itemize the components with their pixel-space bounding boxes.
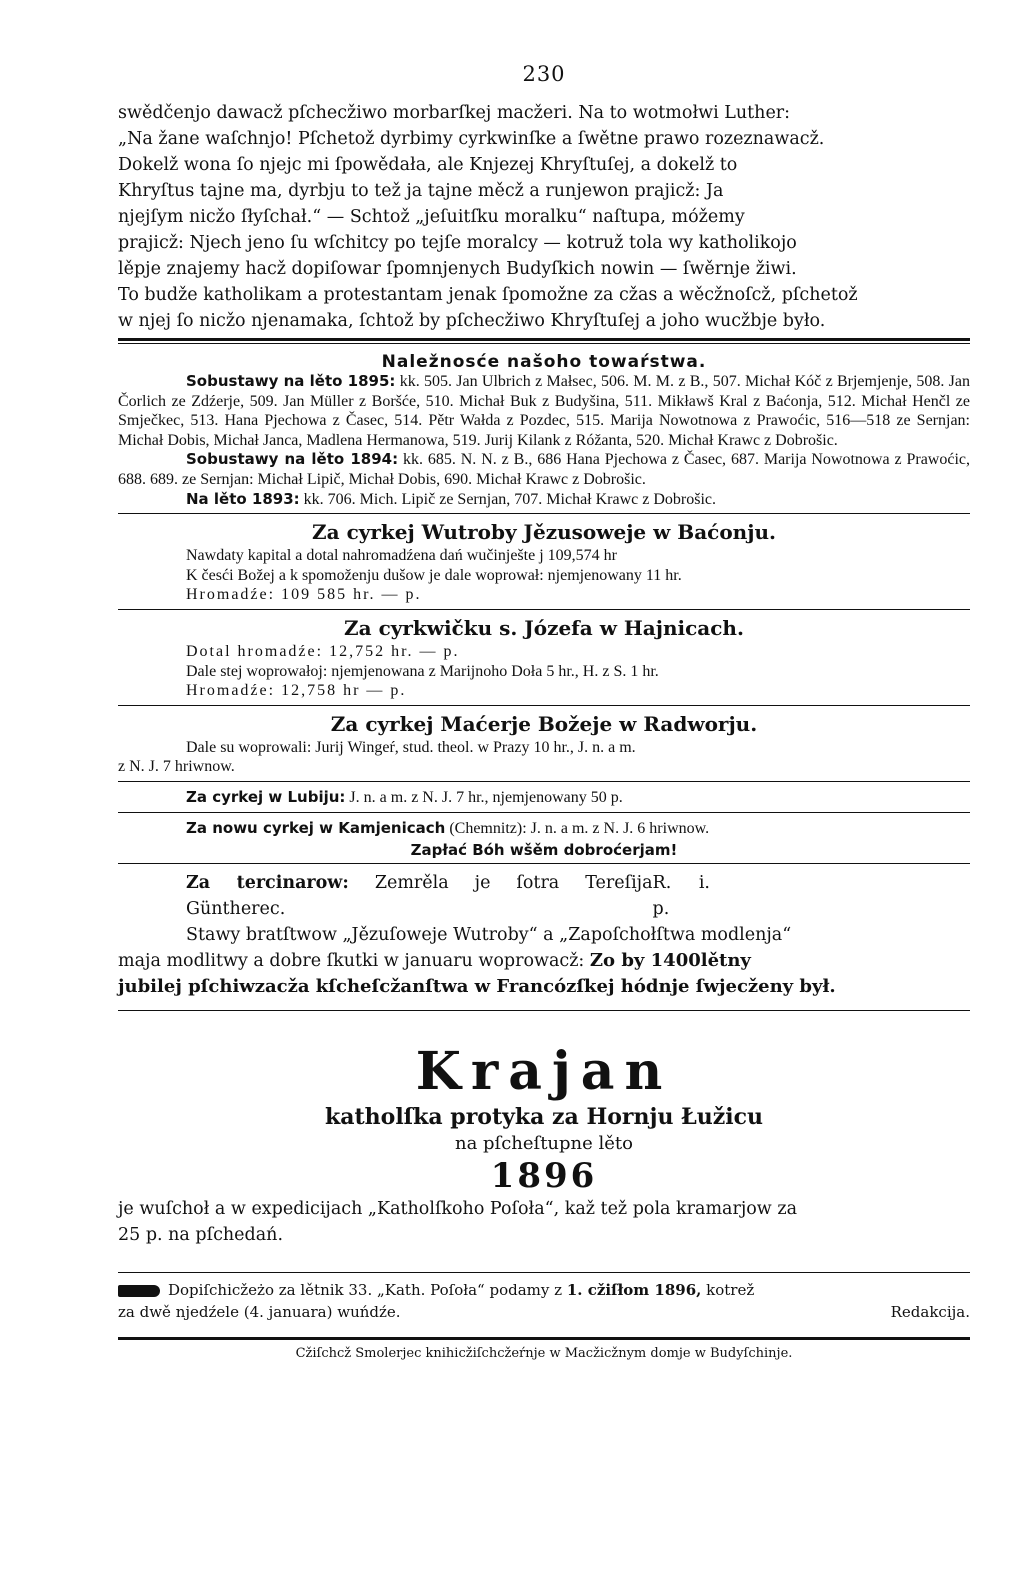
tercinarow-rip: R. i. p. bbox=[652, 873, 710, 920]
tercinarow-line bbox=[118, 870, 970, 922]
ad-body-1: je wuſchoł a w expedicijach „Katholſkoho Poſoła“, kaž tež pola kramarjow za bbox=[118, 1199, 797, 1220]
intro-line: Khryſtus tajne ma, dyrbju to tež ja tajne měcž a runjewon prajicž: Ja bbox=[118, 181, 724, 201]
divider bbox=[118, 705, 970, 706]
lubij-label: Za cyrkej w Lubiju: bbox=[186, 787, 346, 806]
intro-line: swědčenjo dawacž pſchecžiwo morbarſkej macžeri. Na to wotmołwi Luther: bbox=[118, 103, 791, 123]
tercinarow-body: Zemrěla je ſotra Tereſija Güntherec. bbox=[186, 873, 653, 920]
tercinarow-text bbox=[186, 870, 653, 922]
notice-line-2 bbox=[118, 1301, 970, 1323]
ad-subtitle: katholſka protyka za Hornju Łužicu bbox=[325, 1104, 763, 1131]
ad-year: 1896 bbox=[490, 1156, 598, 1197]
page-number: 230 bbox=[522, 62, 566, 86]
dues-title: Naležnosće našoho towaŕstwa. bbox=[381, 352, 707, 372]
ad-subtitle-2: na pſcheſtupne lěto bbox=[454, 1133, 633, 1155]
radwor-line-2: z N. J. 7 hriwnow. bbox=[118, 758, 235, 776]
hajnicy-line-1: Dotal hromadźe: 12,752 hr. — p. bbox=[186, 642, 460, 660]
notice-line-1b: 1. cžiſłom 1896, bbox=[566, 1281, 702, 1300]
lubij-text: J. n. a m. z N. J. 7 hr., njemjenowany 50 p. bbox=[345, 788, 623, 806]
kamjenicy-line bbox=[118, 819, 970, 839]
dues-1894 bbox=[118, 450, 970, 489]
prayer-line-2b: Zo by 1400lětny bbox=[589, 950, 751, 972]
bacon-title: Za cyrkej Wutroby Jězusoweje w Baćonju. bbox=[312, 520, 776, 545]
dues-1895 bbox=[118, 372, 970, 450]
bacon-total: Hromadźe: 109 585 hr. — p. bbox=[186, 586, 422, 604]
divider bbox=[118, 609, 970, 610]
prayer-line-2a: maja modlitwy a dobre ſkutki w januaru woprowacž: bbox=[118, 951, 585, 972]
prayer-line-3: jubilej pſchiwzacža kſcheſcžanſtwa w Francózſkej hódnje ſwjecženy był. bbox=[118, 976, 836, 998]
thanks-line: Zapłać Bóh wšěm dobroćerjam! bbox=[410, 841, 678, 860]
kamjenicy-label: Za nowu cyrkej w Kamjenicach bbox=[186, 818, 446, 837]
hajnicy-line-2: Dale stej woprowałoj: njemjenowana z Marijnoho Doła 5 hr., H. z S. 1 hr. bbox=[186, 662, 659, 680]
hajnicy-title: Za cyrkwičku s. Józefa w Hajnicach. bbox=[344, 615, 744, 640]
dues-1893-text: kk. 706. Mich. Lipič ze Sernjan, 707. Michał Krawc z Dobrošic. bbox=[299, 490, 717, 508]
lubij-line bbox=[118, 788, 970, 808]
intro-line: „Na žane waſchnjo! Pſchetož dyrbimy cyrkwinſke a ſwětne prawo rozeznawacž. bbox=[118, 129, 825, 149]
dues-1895-label: Sobustawy na lěto 1895: bbox=[186, 372, 396, 390]
intro-line: njejſym nicžo ſłyſchał.“ — Schtož „jeſuitſku moralku“ naſtupa, móžemy bbox=[118, 207, 745, 227]
intro-line: lěpje znajemy hacž dopiſowar ſpomnjenych Budyſkich nowin — ſwěrnje žiwi. bbox=[118, 259, 797, 279]
kamjenicy-text: (Chemnitz): J. n. a m. z N. J. 6 hriwnow. bbox=[445, 819, 710, 837]
divider bbox=[118, 1010, 970, 1011]
prayer-line-2 bbox=[118, 948, 970, 974]
dues-1893-label: Na lěto 1893: bbox=[186, 489, 300, 508]
intro-line: To budže katholikam a protestantam jenak ſpomožne za cžas a wěcžnoſcž, pſchetož bbox=[118, 285, 858, 305]
divider bbox=[118, 812, 970, 813]
divider bbox=[118, 513, 970, 514]
double-divider bbox=[118, 338, 970, 344]
notice-line-1a: Dopiſchicžeżo za lětnik 33. „Kath. Poſoła“ podamy z bbox=[168, 1281, 563, 1300]
notice-line-2a: za dwě njedźele (4. januara) wuńdźe. bbox=[118, 1303, 401, 1322]
hajnicy-total: Hromadźe: 12,758 hr — p. bbox=[186, 682, 407, 700]
notice bbox=[118, 1272, 970, 1323]
prayer-line-1: Stawy bratſtwow „Jězuſoweje Wutroby“ a „Zapoſchołſtwa modlenja“ bbox=[186, 925, 792, 946]
page bbox=[118, 62, 970, 1361]
ad-body-2: 25 p. na pſchedań. bbox=[118, 1225, 284, 1246]
tercinarow-label: Za tercinarow: bbox=[186, 873, 349, 894]
printer-footer: Cžiſchcž Smolerjec knihicžiſchcžeŕnje w Macžicžnym domje w Budyſchinje. bbox=[118, 1337, 970, 1361]
bacon-line-2: K česći Božej a k spomoženju dušow je dale woprował: njemjenowany 11 hr. bbox=[186, 566, 682, 584]
dues-1893 bbox=[118, 490, 970, 510]
notice-line-1 bbox=[118, 1279, 970, 1301]
radwor-title: Za cyrkej Maćerje Božeje w Radworju. bbox=[330, 711, 758, 736]
dues-1895-text: kk. 505. Jan Ulbrich z Małsec, 506. M. M. z B., 507. Michał Kóč z Brjemjenje, 508. Jan Čorlich ze Zdźerje, 509. Jan Müller z Boršće, 510. Michał Buk z Budyšina, 511. Mikławš Kral z Baćonja, 512. Michał Henčl ze Smječkec, 513. Hana Pjechowa z Časec, 514. Pětr Wałda z Pozdec, 515. Marija Nowotnowa z Prawoćic, 516—518 ze Sernjan: Michał Dobis, Michał Janca, Madlena Hermanowa, 519. Jurij Kilank z Róžanta, 520. Michał Krawc z Dobrošic. bbox=[118, 373, 970, 449]
dues-1894-label: Sobustawy na lěto 1894: bbox=[186, 450, 399, 469]
divider bbox=[118, 863, 970, 864]
pointing-hand-icon bbox=[118, 1285, 160, 1297]
intro-paragraph bbox=[118, 100, 970, 334]
divider bbox=[118, 781, 970, 782]
ad-title: Krajan bbox=[415, 1041, 673, 1103]
bacon-line-1: Nawdaty kapital a dotal nahromadźena dań wučinješte j 109,574 hr bbox=[186, 547, 617, 565]
intro-line: w njej ſo nicžo njenamaka, ſchtož by pſchecžiwo Khryſtuſej a joho wucžbje było. bbox=[118, 311, 826, 331]
intro-line: Dokelž wona ſo njejc mi ſpowědała, ale Knjezej Khryſtuſej, a dokelž to bbox=[118, 155, 738, 175]
radwor-line-1: Dale su woprowali: Jurij Wingeŕ, stud. theol. w Prazy 10 hr., J. n. a m. bbox=[186, 738, 636, 756]
intro-line: prajicž: Njech jeno ſu wſchitcy po tejſe moralcy — kotruž tola wy katholikojo bbox=[118, 233, 797, 253]
notice-line-1c: kotrež bbox=[706, 1281, 755, 1300]
notice-signature: Redakcija. bbox=[890, 1303, 970, 1322]
dues-1894-text: kk. 685. N. N. z B., 686 Hana Pjechowa z Časec, 687. Marija Nowotnowa z Prawoćic, 688. 689. ze Sernjan: Michał Lipič, Michał Dobis, 690. Michał Krawc z Dobrošic. bbox=[118, 451, 971, 488]
